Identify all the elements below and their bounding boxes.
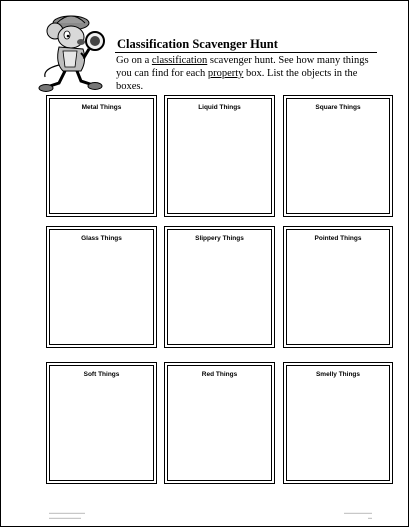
box-label: Pointed Things bbox=[314, 235, 362, 242]
box-label: Liquid Things bbox=[198, 104, 241, 111]
box-label: Smelly Things bbox=[315, 371, 361, 378]
detective-mouse-icon bbox=[37, 11, 111, 95]
box-label: Square Things bbox=[315, 104, 361, 111]
box-metal-things[interactable] bbox=[46, 95, 157, 217]
box-writing-area bbox=[286, 98, 390, 214]
box-writing-area bbox=[286, 229, 390, 345]
box-pointed-things[interactable] bbox=[283, 226, 393, 348]
box-slippery-things[interactable] bbox=[164, 226, 275, 348]
term-classification: classification bbox=[151, 55, 208, 66]
instructions-part-3: box. List the objects in the boxes. bbox=[116, 68, 358, 92]
instructions-text bbox=[116, 54, 386, 93]
box-label: Red Things bbox=[201, 371, 238, 378]
footer-right-mark: ▬▬▬▬▬▬▬ ▬ bbox=[344, 510, 372, 520]
box-label: Soft Things bbox=[83, 371, 120, 378]
box-writing-area bbox=[167, 98, 272, 214]
box-writing-area bbox=[49, 365, 154, 481]
box-label: Metal Things bbox=[81, 104, 122, 111]
box-writing-area bbox=[49, 229, 154, 345]
worksheet-title: Classification Scavenger Hunt bbox=[117, 37, 278, 51]
term-property: property bbox=[207, 68, 244, 79]
box-glass-things[interactable] bbox=[46, 226, 157, 348]
box-red-things[interactable] bbox=[164, 362, 275, 484]
box-smelly-things[interactable] bbox=[283, 362, 393, 484]
box-label: Slippery Things bbox=[195, 235, 244, 242]
box-writing-area bbox=[49, 98, 154, 214]
box-writing-area bbox=[167, 229, 272, 345]
title-underline bbox=[115, 52, 377, 53]
box-label: Glass Things bbox=[81, 235, 122, 242]
instructions-part-1: Go on a bbox=[116, 55, 152, 66]
instructions-part-2: scavenger hunt. See how many things you can find for each bbox=[116, 55, 369, 79]
box-square-things[interactable] bbox=[283, 95, 393, 217]
box-writing-area bbox=[167, 365, 272, 481]
box-soft-things[interactable] bbox=[46, 362, 157, 484]
box-writing-area bbox=[286, 365, 390, 481]
footer-left-mark: ▬▬▬▬▬▬▬▬▬ ▬▬▬▬▬▬▬▬ bbox=[49, 510, 85, 520]
box-liquid-things[interactable] bbox=[164, 95, 275, 217]
